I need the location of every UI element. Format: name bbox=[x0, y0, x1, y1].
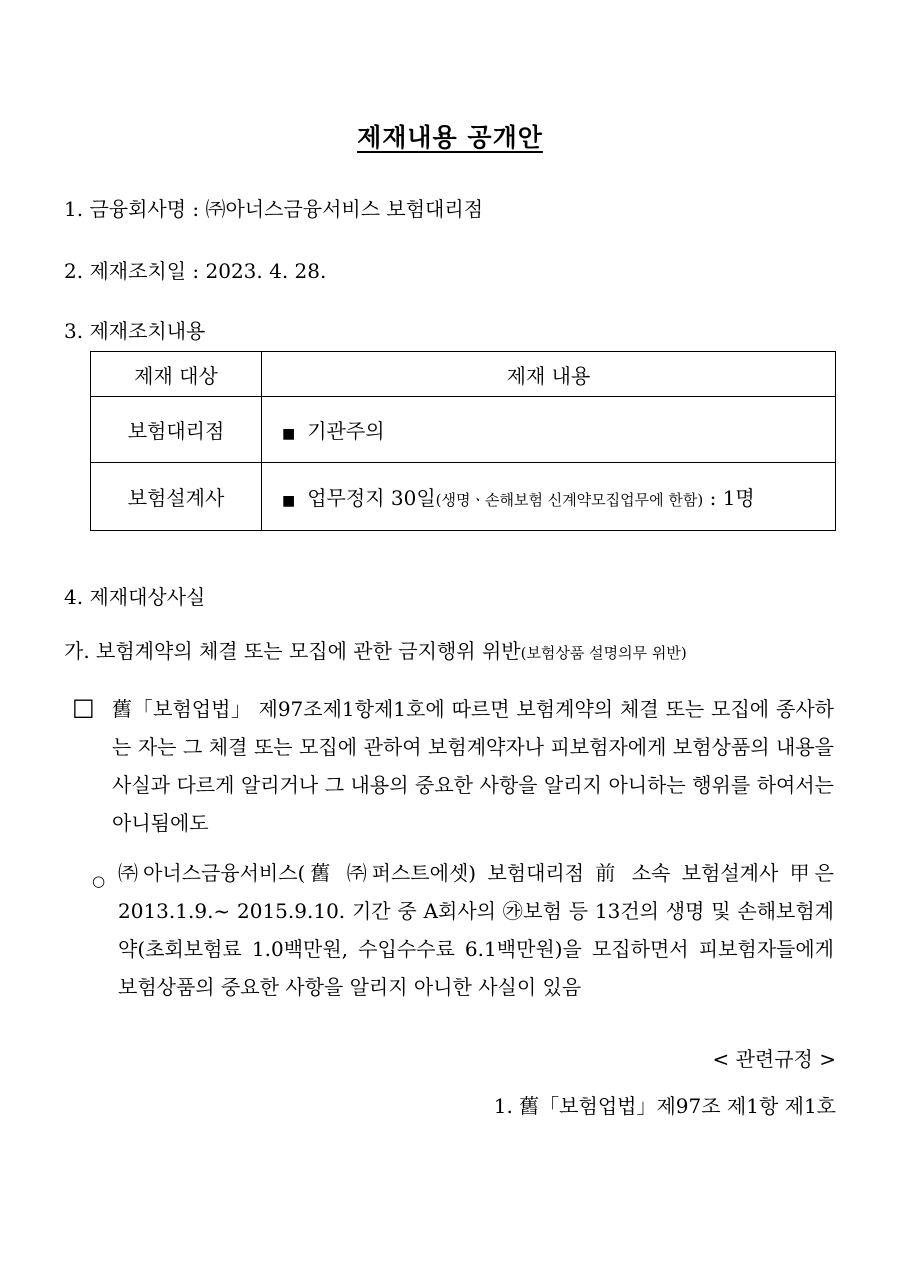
row-content-suffix: : 1명 bbox=[703, 486, 755, 510]
header-target: 제재 대상 bbox=[91, 352, 262, 397]
row-content-text: 업무정지 30일 bbox=[307, 486, 436, 510]
circle-bullet-icon: ○ bbox=[92, 872, 106, 890]
sanction-date-line: 2. 제재조치일 : 2023. 4. 28. bbox=[64, 259, 327, 283]
square-bullet-icon: ■ bbox=[282, 493, 296, 509]
sanction-facts-heading: 4. 제재대상사실 bbox=[64, 585, 206, 609]
violation-heading-text: 가. 보험계약의 체결 또는 모집에 관한 금지행위 위반 bbox=[64, 639, 521, 663]
related-rules-heading: < 관련규정 > bbox=[712, 1047, 836, 1071]
violation-fact-paragraph: ㈜아너스금융서비스(舊 ㈜퍼스트에셋) 보험대리점 前 소속 보험설계사 甲은 2013.1.9.~ 2015.9.10. 기간 중 A회사의 ㉮보험 등 13건의 생명 및 손해보험계약(초회보험료 1.0백만원, 수입수수료 6.1백만원)을 모집하면서 피보험자들에게 보험상품의 중요한 사항을 알리지 아니한 사실이 있음 bbox=[118, 861, 834, 999]
violation-heading bbox=[64, 635, 687, 664]
violation-note: (보험상품 설명의무 위반) bbox=[520, 644, 687, 662]
row-target: 보험대리점 bbox=[91, 397, 262, 463]
row-content-text: 기관주의 bbox=[307, 419, 385, 443]
company-name-line: 1. 금융회사명 : ㈜아너스금융서비스 보험대리점 bbox=[64, 197, 484, 221]
header-content: 제재 내용 bbox=[262, 352, 836, 397]
row-content bbox=[262, 397, 836, 463]
row-target: 보험설계사 bbox=[91, 463, 262, 531]
related-rule-item: 1. 舊「보험업법」제97조 제1항 제1호 bbox=[493, 1094, 836, 1118]
checkbox-square-icon: □ bbox=[72, 693, 95, 721]
row-content-detail: (생명ㆍ손해보험 신계약모집업무에 한함) bbox=[435, 491, 704, 509]
page-title: 제재내용 공개안 bbox=[357, 123, 543, 152]
table-row bbox=[91, 463, 836, 531]
sanction-table bbox=[90, 351, 836, 531]
legal-basis-paragraph: 舊「보험업법」 제97조제1항제1호에 따르면 보험계약의 체결 또는 모집에 종사하는 자는 그 체결 또는 모집에 관하여 보험계약자나 피보험자에게 보험상품의 내용을 사실과 다르게 알리거나 그 내용의 중요한 사항을 알리지 아니하는 행위를 하여서는 아니됨에도 bbox=[112, 697, 834, 835]
row-content bbox=[262, 463, 836, 531]
sanction-action-heading: 3. 제재조치내용 bbox=[64, 319, 206, 343]
table-header-row bbox=[91, 352, 836, 397]
square-bullet-icon: ■ bbox=[282, 426, 296, 442]
table-row bbox=[91, 397, 836, 463]
